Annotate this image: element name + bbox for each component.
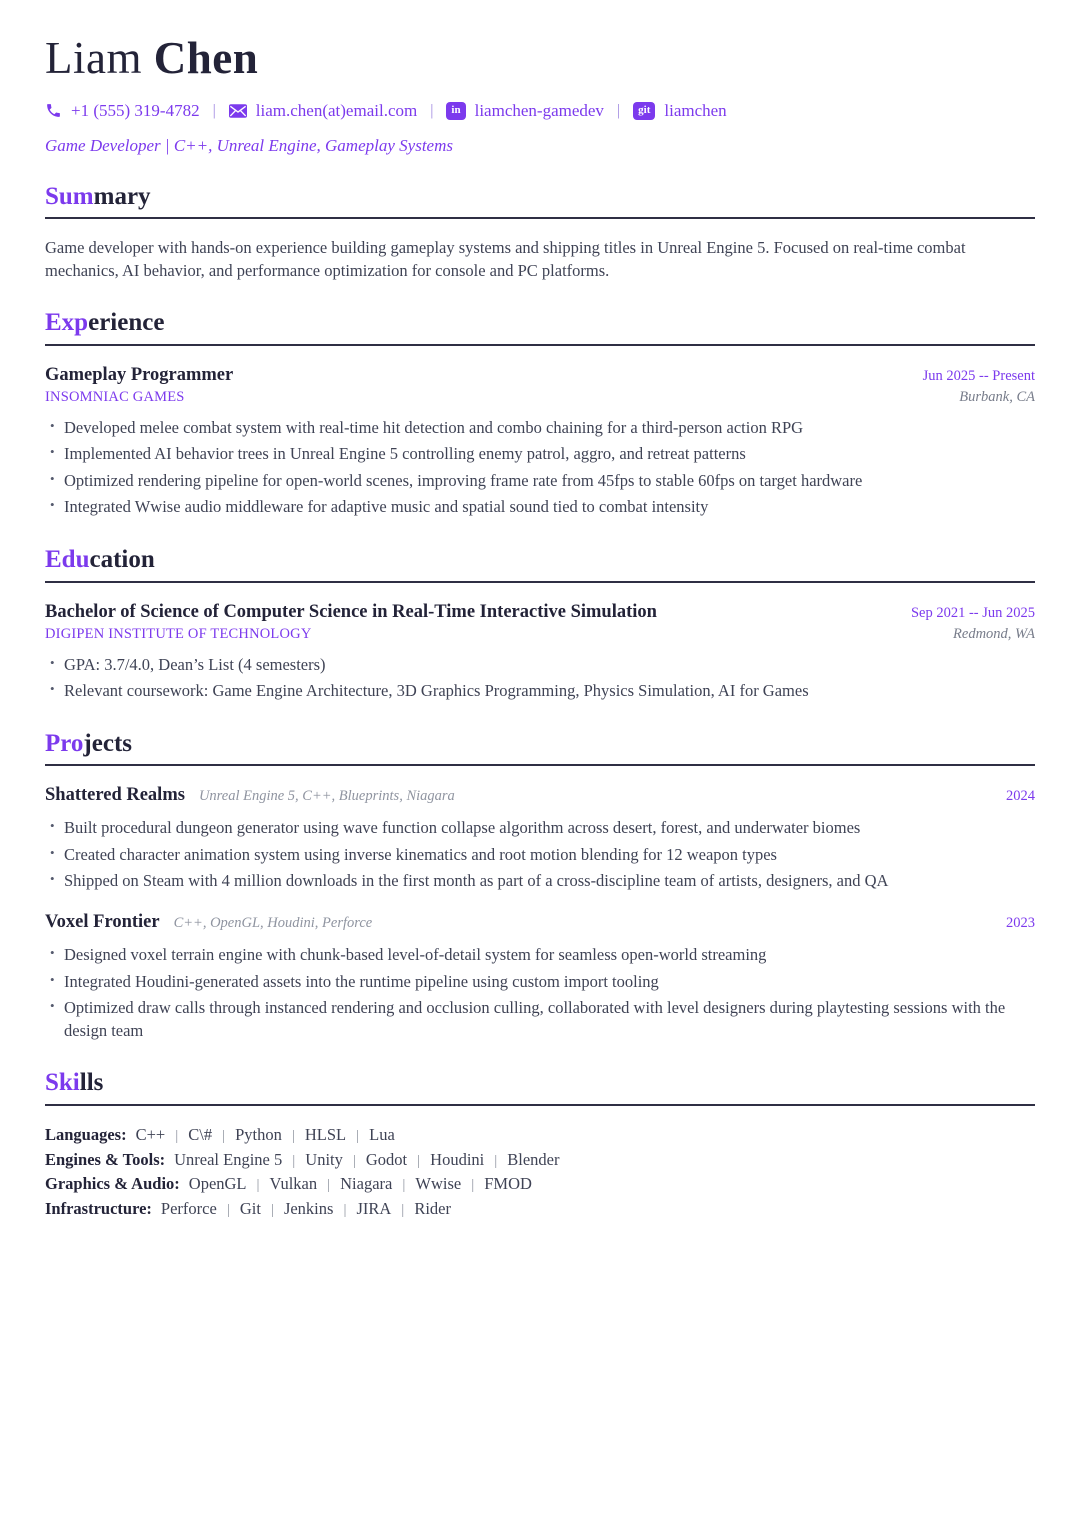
separator: | xyxy=(256,1177,260,1194)
project-entry-head xyxy=(45,912,1035,933)
skill-item: JIRA xyxy=(356,1199,392,1219)
bullet-item: • Relevant coursework: Game Engine Architecture, 3D Graphics Programming, Physics Simulation, AI for Games xyxy=(45,680,1035,703)
skill-item: Perforce xyxy=(160,1199,217,1219)
phone-contact xyxy=(45,101,200,121)
job-title: Gameplay Programmer xyxy=(45,364,234,385)
skill-item: Git xyxy=(239,1199,261,1219)
separator: | xyxy=(494,1152,498,1169)
section-education xyxy=(45,546,1035,703)
bullet-item: • Designed voxel terrain engine with chunk-based level-of-detail system for seamless open-world streaming xyxy=(45,944,1035,967)
email-link[interactable]: liam.chen(at)email.com xyxy=(255,100,418,120)
section-heading-projects: Projects xyxy=(45,729,132,757)
separator: | xyxy=(356,1127,360,1144)
skill-item: HLSL xyxy=(304,1124,347,1144)
separator: | xyxy=(226,1202,230,1219)
separator: | xyxy=(327,1177,331,1194)
separator: | xyxy=(352,1152,356,1169)
skill-item: Vulkan xyxy=(269,1174,318,1194)
linkedin-icon: in xyxy=(446,102,465,120)
skill-item: OpenGL xyxy=(188,1174,247,1194)
separator: | xyxy=(292,1152,296,1169)
job-location: Burbank, CA xyxy=(959,388,1035,405)
linkedin-link[interactable]: liamchen-gamedev xyxy=(474,100,604,120)
education-bullets xyxy=(45,654,1035,703)
separator: | xyxy=(401,1202,405,1219)
skill-label: Engines & Tools: xyxy=(45,1149,166,1169)
project-name: Shattered Realms xyxy=(45,785,185,806)
experience-bullets xyxy=(45,417,1035,519)
skill-item: FMOD xyxy=(484,1174,532,1194)
section-skills xyxy=(45,1069,1035,1222)
job-date: Jun 2025 -- Present xyxy=(922,367,1035,384)
github-icon: git xyxy=(633,102,655,120)
github-contact xyxy=(633,101,727,121)
skill-item: Rider xyxy=(414,1199,451,1219)
skill-row xyxy=(45,1172,1035,1197)
name-last: Chen xyxy=(153,33,259,83)
skill-item: C\# xyxy=(188,1124,213,1144)
bullet-item: • GPA: 3.7/4.0, Dean’s List (4 semesters) xyxy=(45,654,1035,677)
separator: | xyxy=(212,101,216,119)
project-name: Voxel Frontier xyxy=(45,912,160,933)
separator: | xyxy=(402,1177,406,1194)
section-heading-experience: Experience xyxy=(45,309,165,337)
section-divider xyxy=(45,581,1035,583)
skill-item: Wwise xyxy=(415,1174,462,1194)
skill-item: C++ xyxy=(135,1124,166,1144)
bullet-item: • Created character animation system using inverse kinematics and root motion blending for 12 weapon types xyxy=(45,844,1035,867)
contact-row xyxy=(45,101,1035,121)
bullet-item: • Optimized draw calls through instanced rendering and occlusion culling, collaborated with level designers during playtesting sessions with the design team xyxy=(45,997,1035,1042)
education-entry xyxy=(45,602,1035,703)
email-contact xyxy=(229,101,417,121)
skill-item: Unity xyxy=(305,1149,343,1169)
section-divider xyxy=(45,764,1035,766)
section-heading-education: Education xyxy=(45,546,155,574)
school-name: DIGIPEN INSTITUTE OF TECHNOLOGY xyxy=(45,625,312,642)
separator: | xyxy=(471,1177,475,1194)
separator: | xyxy=(270,1202,274,1219)
section-divider xyxy=(45,217,1035,219)
section-projects xyxy=(45,730,1035,1043)
bullet-item: • Optimized rendering pipeline for open-world scenes, improving frame rate from 45fps to stable 60fps on target hardware xyxy=(45,470,1035,493)
section-divider xyxy=(45,344,1035,346)
skill-row xyxy=(45,1148,1035,1173)
skill-item: Unreal Engine 5 xyxy=(174,1149,283,1169)
summary-text: Game developer with hands-on experience building gameplay systems and shipping titles in Unreal Engine 5. Focused on real-time combat mechanics, AI behavior, and performance optimization for console and PC platforms. xyxy=(45,238,966,281)
experience-entry-sub xyxy=(45,389,1035,406)
project-tech: C++, OpenGL, Houdini, Perforce xyxy=(173,915,373,932)
education-entry-sub xyxy=(45,626,1035,643)
section-experience xyxy=(45,309,1035,519)
skill-row xyxy=(45,1197,1035,1222)
project-year: 2024 xyxy=(1006,788,1035,805)
name-first: Liam xyxy=(45,33,142,83)
separator: | xyxy=(222,1127,226,1144)
bullet-item: • Built procedural dungeon generator using wave function collapse algorithm across desert, forest, and underwater biomes xyxy=(45,817,1035,840)
experience-entry-head xyxy=(45,365,1035,386)
project-bullets xyxy=(45,817,1035,893)
skill-label: Infrastructure: xyxy=(45,1199,152,1219)
separator: | xyxy=(417,1152,421,1169)
skill-item: Lua xyxy=(369,1124,395,1144)
section-heading-summary: Summary xyxy=(45,182,151,210)
skills-list xyxy=(45,1123,1035,1222)
tagline: Game Developer | C++, Unreal Engine, Gameplay Systems xyxy=(45,135,453,155)
section-divider xyxy=(45,1104,1035,1106)
linkedin-contact xyxy=(446,101,604,121)
skill-label: Languages: xyxy=(45,1124,127,1144)
email-icon xyxy=(229,104,247,118)
project-entry xyxy=(45,785,1035,893)
education-location: Redmond, WA xyxy=(953,625,1035,642)
skill-item: Blender xyxy=(507,1149,560,1169)
skill-item: Houdini xyxy=(430,1149,485,1169)
degree-title: Bachelor of Science of Computer Science in Real-Time Interactive Simulation xyxy=(45,601,657,622)
skill-item: Godot xyxy=(365,1149,408,1169)
phone-icon xyxy=(45,102,62,119)
company-name: INSOMNIAC GAMES xyxy=(45,388,185,405)
bullet-item: • Developed melee combat system with real-time hit detection and combo chaining for a third-person action RPG xyxy=(45,417,1035,440)
project-entry-head xyxy=(45,785,1035,806)
phone-link[interactable]: +1 (555) 319-4782 xyxy=(71,100,200,120)
page-title xyxy=(45,34,1035,84)
section-summary xyxy=(45,183,1035,283)
education-entry-head xyxy=(45,602,1035,623)
separator: | xyxy=(343,1202,347,1219)
github-link[interactable]: liamchen xyxy=(664,100,727,120)
skill-row xyxy=(45,1123,1035,1148)
project-entry xyxy=(45,912,1035,1042)
project-year: 2023 xyxy=(1006,915,1035,932)
separator: | xyxy=(175,1127,179,1144)
separator: | xyxy=(430,101,434,119)
education-date: Sep 2021 -- Jun 2025 xyxy=(910,604,1035,621)
skill-item: Niagara xyxy=(340,1174,393,1194)
skill-item: Jenkins xyxy=(283,1199,334,1219)
skill-label: Graphics & Audio: xyxy=(45,1174,180,1194)
project-tech: Unreal Engine 5, C++, Blueprints, Niagara xyxy=(198,788,455,805)
separator: | xyxy=(291,1127,295,1144)
bullet-item: • Shipped on Steam with 4 million downloads in the first month as part of a cross-discipline team of artists, designers, and QA xyxy=(45,870,1035,893)
section-heading-skills: Skills xyxy=(45,1069,104,1097)
bullet-item: • Integrated Houdini-generated assets into the runtime pipeline using custom import tooling xyxy=(45,971,1035,994)
separator: | xyxy=(616,101,621,119)
project-bullets xyxy=(45,944,1035,1042)
bullet-item: • Implemented AI behavior trees in Unreal Engine 5 controlling enemy patrol, aggro, and retreat patterns xyxy=(45,443,1035,466)
experience-entry xyxy=(45,365,1035,519)
skill-item: Python xyxy=(235,1124,282,1144)
bullet-item: • Integrated Wwise audio middleware for adaptive music and spatial sound tied to combat intensity xyxy=(45,496,1035,519)
